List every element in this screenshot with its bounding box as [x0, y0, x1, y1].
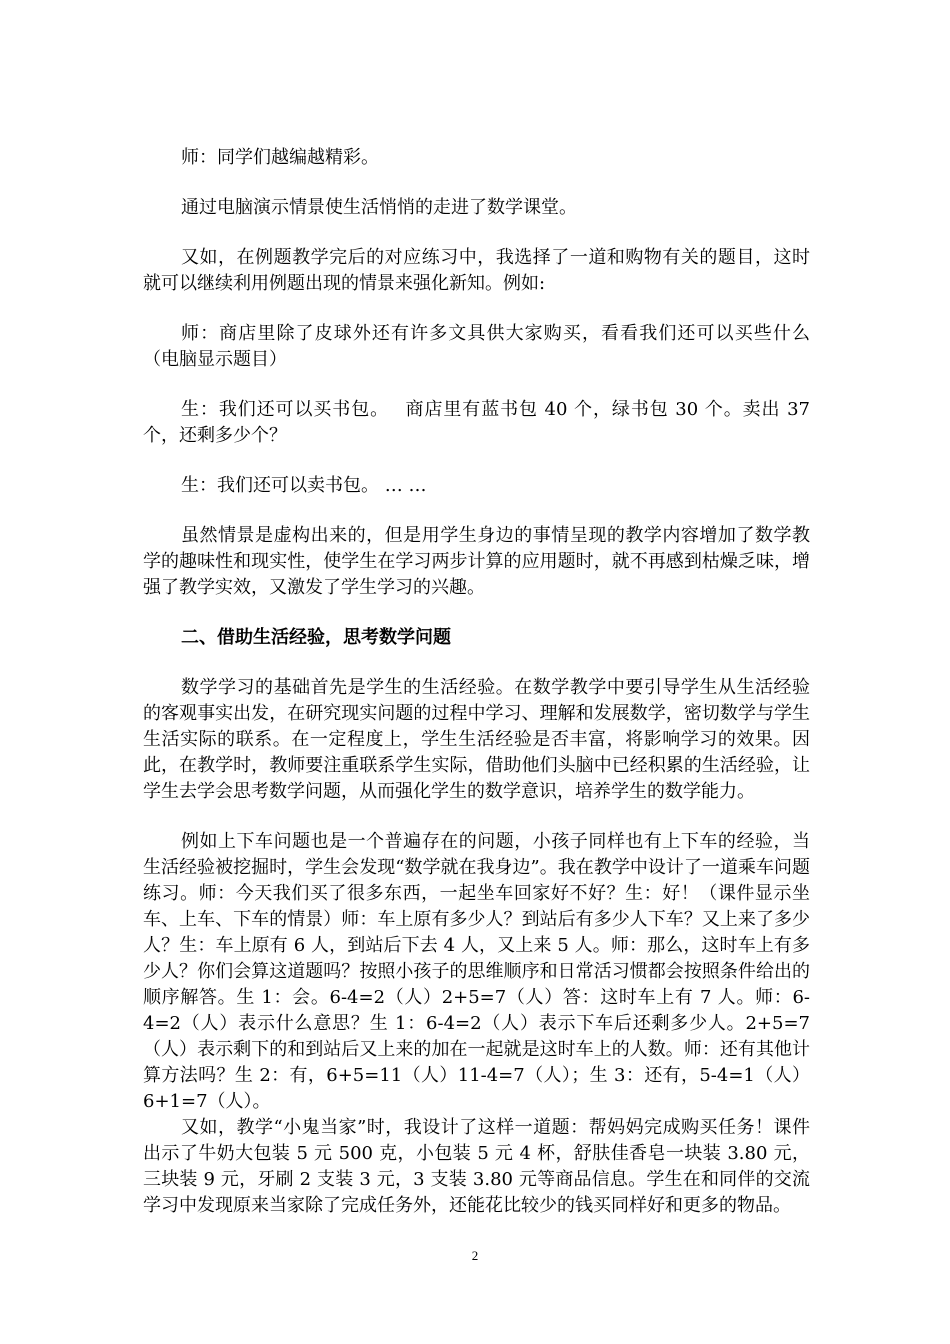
paragraph-shopping-example: 又如，在例题教学完后的对应练习中，我选择了一道和购物有关的题目，这时就可以继续利用例题出现的情景来强化新知。例如:: [143, 247, 810, 294]
paragraph-teacher-question: 师：商店里除了皮球外还有许多文具供大家购买，看看我们还可以买些什么（电脑显示题目）: [143, 323, 810, 370]
paragraph-computer-demo: 通过电脑演示情景使生活悄悄的走进了数学课堂。: [181, 197, 577, 218]
paragraph-little-housekeeper: 又如，教学“小鬼当家”时，我设计了这样一道题：帮妈妈完成购买任务！课件出示了牛奶大包装 5 元 500 克，小包装 5 元 4 杯，舒肤佳香皂一块装 3.80 元，三块装 9 元，牙刷 2 支装 3 元，3 支装 3.80 元等商品信息。学生在和同伴的交流学习中发现原来当家除了完成任务外，还能花比较少的钱买同样好和更多的物品。: [143, 1117, 810, 1216]
paragraph-teacher-remark: 师：同学们越编越精彩。: [181, 147, 379, 168]
document-page: [143, 145, 810, 1219]
section-heading: 二、借助生活经验，思考数学问题: [181, 627, 451, 648]
paragraph-student-bag-buy: 生：我们还可以买书包。 商店里有蓝书包 40 个，绿书包 30 个。卖出 37 个，还剩多少个？: [143, 399, 810, 446]
paragraph-bus-problem: 例如上下车问题也是一个普遍存在的问题，小孩子同样也有上下车的经验，当生活经验被挖掘时，学生会发现“数学就在我身边”。我在教学中设计了一道乘车问题练习。师：今天我们买了很多东西，一起坐车回家好不好？生：好！（课件显示坐车、上车、下车的情景）师：车上原有多少人？到站后有多少人下车？又上来了多少人？生：车上原有 6 人，到站后下去 4 人，又上来 5 人。师：那么，这时车上有多少人？你们会算这道题吗？按照小孩子的思维顺序和日常活习惯都会按照条件给出的顺序解答。生 1：会。6-4=2（人）2+5=7（人）答：这时车上有 7 人。师：6-4=2（人）表示什么意思？生 1：6-4=2（人）表示下车后还剩多少人。2+5=7（人）表示剩下的和到站后又上来的加在一起就是这时车上的人数。师：还有其他计算方法吗？生 2：有，6+5=11（人）11-4=7（人）；生 3：还有，5-4=1（人）6+1=7（人）。: [143, 831, 810, 1112]
paragraph-scenario-summary: 虽然情景是虚构出来的，但是用学生身边的事情呈现的教学内容增加了数学教学的趣味性和现实性，使学生在学习两步计算的应用题时，就不再感到枯燥乏味，增强了教学实效，又激发了学生学习的兴趣。: [143, 525, 810, 598]
paragraph-student-bag-sell: 生：我们还可以卖书包。 … …: [181, 475, 427, 496]
paragraph-life-experience: 数学学习的基础首先是学生的生活经验。在数学教学中要引导学生从生活经验的客观事实出发，在研究现实问题的过程中学习、理解和发展数学，密切数学与学生生活实际的联系。在一定程度上，学生生活经验是否丰富，将影响学习的效果。因此，在教学时，教师要注重联系学生实际，借助他们头脑中已经积累的生活经验，让学生去学会思考数学问题，从而强化学生的数学意识，培养学生的数学能力。: [143, 677, 810, 802]
page-number: 2: [471, 1248, 479, 1263]
